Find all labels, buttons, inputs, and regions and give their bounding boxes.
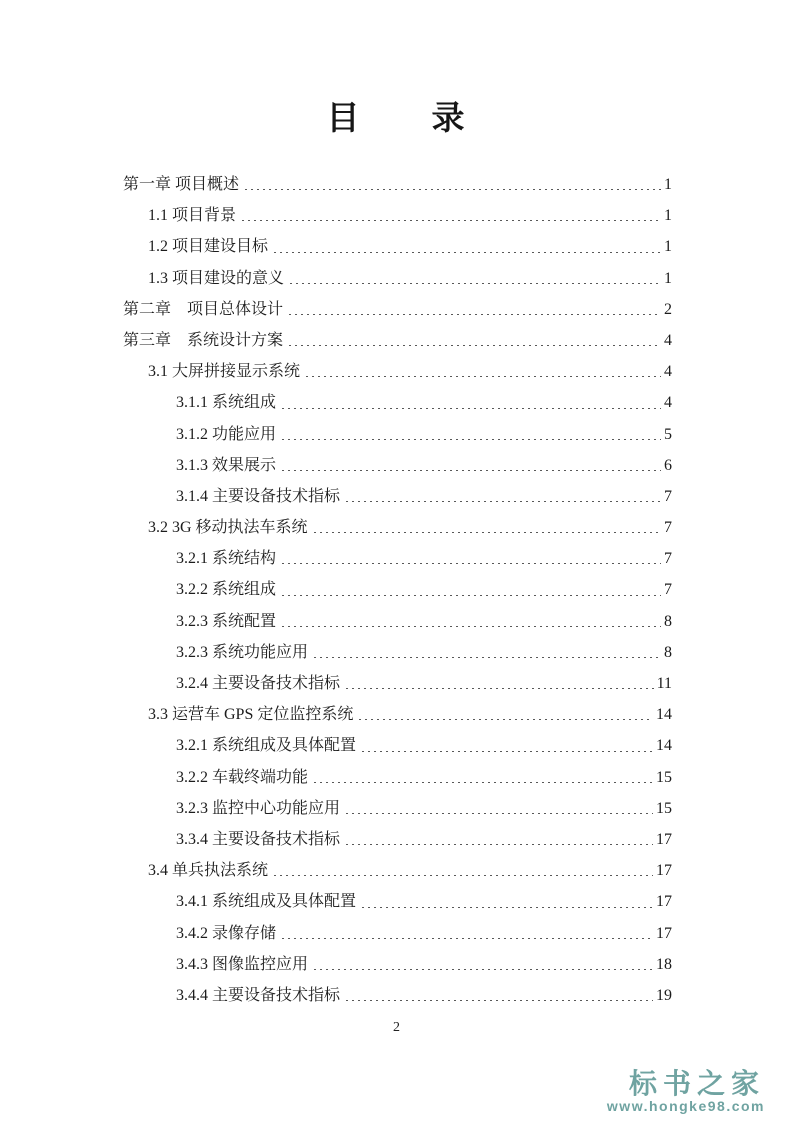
- toc-entry: [123, 818, 672, 849]
- toc-entry-label: 3.2.2 系统组成: [176, 581, 277, 599]
- toc-entry-label: 3.4.3 图像监控应用: [176, 955, 309, 973]
- dot-leader: [280, 938, 653, 939]
- toc-entry-page: 2: [664, 300, 672, 318]
- toc-entry-label: 3.2.2 车载终端功能: [176, 768, 309, 786]
- dot-leader: [344, 501, 661, 502]
- dot-leader: [360, 907, 653, 908]
- toc-entry: [123, 849, 672, 880]
- watermark-url: www.hongke98.com: [606, 1098, 765, 1115]
- footer-page-number: 2: [393, 1020, 400, 1035]
- dot-leader: [243, 189, 661, 190]
- toc-entry-label: 3.4 单兵执法系统: [148, 862, 269, 880]
- page-title: 目 录: [326, 101, 467, 137]
- toc-entry: [123, 257, 672, 288]
- toc-entry-label: 3.3 运营车 GPS 定位监控系统: [148, 706, 354, 724]
- toc-entry-label: 3.4.2 录像存储: [176, 924, 277, 942]
- toc-entry-label: 3.1.3 效果展示: [176, 456, 277, 474]
- toc-entry-label: 3.2.3 监控中心功能应用: [176, 799, 341, 817]
- dot-leader: [360, 751, 653, 752]
- toc-entry-label: 1.2 项目建设目标: [148, 238, 269, 256]
- toc-entry-label: 3.1.4 主要设备技术指标: [176, 487, 341, 505]
- toc-entry-page: 1: [664, 269, 672, 287]
- toc-entry: [123, 506, 672, 537]
- toc-entry: [123, 912, 672, 943]
- toc-entry: [123, 537, 672, 568]
- toc-entry-page: 7: [664, 581, 672, 599]
- dot-leader: [280, 595, 661, 596]
- toc-entry: [123, 693, 672, 724]
- toc-entry-page: 4: [664, 394, 672, 412]
- dot-leader: [344, 1000, 653, 1001]
- toc-entry: [123, 381, 672, 412]
- toc-entry-page: 11: [656, 675, 672, 692]
- toc-entry-label: 1.1 项目背景: [148, 207, 237, 225]
- toc-entry-page: 6: [664, 456, 672, 474]
- toc-entry-page: 15: [656, 768, 672, 786]
- toc-entry-page: 17: [656, 830, 672, 848]
- dot-leader: [280, 470, 661, 471]
- toc-entry-page: 7: [664, 487, 672, 505]
- toc-entry: [123, 756, 672, 787]
- toc-entry: [123, 787, 672, 818]
- toc-entry-label: 第一章 项目概述: [123, 176, 240, 193]
- toc-entry: [123, 350, 672, 381]
- toc-entry: [123, 194, 672, 225]
- toc-entry-label: 3.2.3 系统功能应用: [176, 643, 309, 661]
- toc-entry-page: 15: [656, 799, 672, 817]
- toc-entry: [123, 943, 672, 974]
- toc-entry-page: 17: [656, 924, 672, 942]
- dot-leader: [344, 813, 653, 814]
- toc-entry: [123, 288, 672, 319]
- toc-entry-page: 1: [664, 176, 672, 193]
- toc-entry-label: 3.4.4 主要设备技术指标: [176, 986, 341, 1004]
- toc-entry-label: 3.2.1 系统组成及具体配置: [176, 737, 357, 755]
- toc-entry-label: 3.2.4 主要设备技术指标: [176, 675, 341, 692]
- toc-entry-label: 3.3.4 主要设备技术指标: [176, 830, 341, 848]
- toc-entry-page: 7: [664, 519, 672, 537]
- toc-entry-page: 8: [664, 612, 672, 630]
- toc-entry: [123, 724, 672, 755]
- toc-entry-label: 3.2 3G 移动执法车系统: [148, 519, 308, 537]
- dot-leader: [240, 220, 661, 221]
- toc-entry-page: 4: [664, 331, 672, 349]
- dot-leader: [344, 688, 654, 689]
- dot-leader: [280, 439, 661, 440]
- toc-entry-page: 7: [664, 550, 672, 568]
- toc-entry-label: 3.2.1 系统结构: [176, 550, 277, 568]
- toc-entry-page: 8: [664, 643, 672, 661]
- toc-entry-label: 第二章 项目总体设计: [123, 300, 284, 318]
- toc-entry: [123, 413, 672, 444]
- toc-entry: [123, 568, 672, 599]
- dot-leader: [280, 408, 661, 409]
- dot-leader: [280, 626, 661, 627]
- toc-entry: [123, 974, 672, 1005]
- toc-entry: [123, 880, 672, 911]
- toc-entry-label: 3.4.1 系统组成及具体配置: [176, 893, 357, 911]
- toc-entry-label: 1.3 项目建设的意义: [148, 269, 285, 287]
- watermark-brand: 标书之家: [628, 1067, 765, 1099]
- toc-entry-page: 18: [656, 955, 672, 973]
- toc-entry-page: 4: [664, 363, 672, 381]
- dot-leader: [272, 875, 653, 876]
- toc-entry-page: 17: [656, 893, 672, 911]
- toc-entry-label: 3.1 大屏拼接显示系统: [148, 363, 301, 381]
- dot-leader: [288, 283, 661, 284]
- toc-entry-label: 3.1.1 系统组成: [176, 394, 277, 412]
- toc-entry: [123, 444, 672, 475]
- dot-leader: [287, 314, 661, 315]
- toc-entry-page: 17: [656, 862, 672, 880]
- toc-entry-page: 14: [656, 706, 672, 724]
- toc-entry-label: 第三章 系统设计方案: [123, 331, 284, 349]
- toc-entry: [123, 631, 672, 662]
- toc-entry-page: 14: [656, 737, 672, 755]
- dot-leader: [287, 345, 661, 346]
- toc-entry-label: 3.2.3 系统配置: [176, 612, 277, 630]
- toc-entry: [123, 225, 672, 256]
- toc-entry-page: 5: [664, 425, 672, 443]
- dot-leader: [312, 532, 661, 533]
- table-of-contents: [123, 163, 672, 1005]
- toc-entry-label: 3.1.2 功能应用: [176, 425, 277, 443]
- dot-leader: [344, 844, 653, 845]
- dot-leader: [357, 719, 653, 720]
- toc-entry: [123, 662, 672, 693]
- toc-entry: [123, 319, 672, 350]
- dot-leader: [312, 969, 653, 970]
- dot-leader: [312, 782, 653, 783]
- dot-leader: [312, 657, 661, 658]
- toc-entry-page: 1: [664, 238, 672, 256]
- toc-entry: [123, 600, 672, 631]
- toc-entry: [123, 163, 672, 194]
- dot-leader: [304, 376, 661, 377]
- dot-leader: [272, 252, 661, 253]
- dot-leader: [280, 563, 661, 564]
- watermark: [607, 1069, 765, 1114]
- toc-entry: [123, 475, 672, 506]
- toc-entry-page: 19: [656, 986, 672, 1004]
- toc-entry-page: 1: [664, 207, 672, 225]
